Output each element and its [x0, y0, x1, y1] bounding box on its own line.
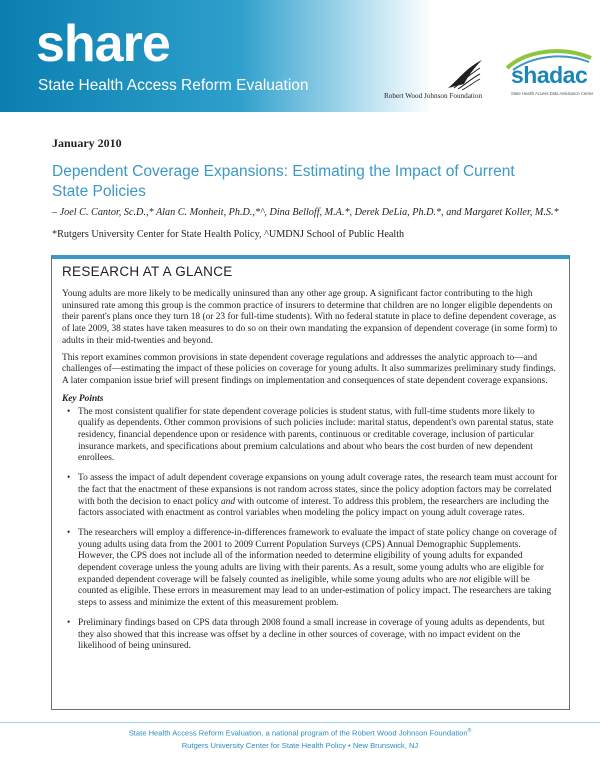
key-point-text: Preliminary findings based on CPS data through 2008 found a small increase in coverage of young adults as dependents, but they also showed that this increase was offset by a decline in other sources of coverage, with no impact evident on the likelihood of being uninsured. [78, 617, 545, 652]
shadac-logo [503, 46, 595, 106]
share-logo: share [36, 15, 170, 73]
footer-program-line [0, 728, 600, 738]
bullet-icon: • [67, 473, 71, 484]
rwjf-bird-icon [444, 58, 484, 92]
footer-program-text: State Health Access Reform Evaluation, a national program of the Robert Wood Johnson Foundation [128, 728, 468, 738]
footer-address-line: Rutgers University Center for State Health Policy • New Brunswick, NJ [181, 741, 419, 750]
key-point-text: with outcome of interest. To address this problem, the researchers are including the factors associated with enactment as control variables when modeling the policy impact on young adult coverage rates. [78, 496, 549, 519]
emphasis-text: not [459, 574, 472, 585]
bullet-icon: • [67, 617, 71, 628]
key-point [62, 473, 558, 520]
research-at-a-glance-box [51, 255, 570, 710]
emphasis-text: in [290, 574, 299, 585]
rwjf-logo [384, 58, 494, 102]
key-point-text: To assess the impact of adult dependent coverage expansions on young adult coverage rates, the research team must account for the fact that the enactment of these expansions is not random across states, since the policy adoption factors may be correlated with both the decision to enact policy [78, 473, 558, 507]
key-point-text: The researchers will employ a difference-in-differences framework to evaluate the impact of state policy change on coverage of young adults using data from the 2001 to 2009 Current Population Surveys (CPS) Annual Demographic Supplements. However, the CPS does not include all of the information needed to determine eligibility of young adults for expanded dependent coverage unless the young adults are living with their parents. As a result, some young adults who are eligible for expanded dependent coverage will be falsely counted as [78, 527, 557, 585]
publication-date: January 2010 [52, 136, 122, 150]
key-point-text: The most consistent qualifier for state dependent coverage policies is student status, with full-time students more likely to qualify as dependents. Other common provisions of such policies include: marital status, dependent's own parental status, state residency, financial dependence upon or residence with parents, continuous or creditable coverage, inclusion of particular insurance markets, and specifications about premium calculations and about who bears the cost burden of new dependent enrollees. [78, 406, 554, 464]
trademark-mark: ® [467, 728, 472, 734]
summary-paragraph-2: This report examines common provisions in state dependent coverage regulations and addresses the analytic approach to—and challenges of—estimating the impact of these policies on coverage for young adults. It also summarizes preliminary study findings. A later companion issue brief will present findings on implementation and consequences of state dependent coverage expansions. [62, 352, 556, 386]
rwjf-name: Robert Wood Johnson Foundation [384, 92, 483, 100]
bullet-icon: • [67, 527, 71, 538]
key-point [62, 407, 558, 466]
report-title: Dependent Coverage Expansions: Estimating the Impact of Current State Policies [52, 163, 515, 200]
shadac-tagline: State Health Access Data Assistance Center [511, 91, 594, 96]
key-point-text: eligible, while some young adults who are [298, 574, 460, 585]
author-list: – Joel C. Cantor, Sc.D.,* Alan C. Monheit, Ph.D.,*^, Dina Belloff, M.A.*, Derek DeLia, Ph.D.*, and Margaret Koller, M.S.* [52, 207, 559, 218]
key-point [62, 618, 558, 653]
bullet-icon: • [67, 406, 71, 417]
brand-subtitle: State Health Access Reform Evaluation [38, 77, 309, 94]
key-points-list [62, 407, 558, 653]
summary-paragraph-1: Young adults are more likely to be medically uninsured than any other age group. A significant factor contributing to the high uninsured rate among this group is the common practice of insurers to determine that children are no longer eligible dependents on their parent's plans once they turn 18 (or 23 for full-time students). With no federal statute in place to define dependent coverage, as of late 2009, 38 states have taken measures to do so on their own mandating the expansion of dependent coverage (in some form) to adults in their mid-twenties and beyond. [62, 289, 558, 346]
emphasis-text: and [220, 496, 235, 507]
footer-divider [0, 722, 600, 723]
key-point [62, 528, 558, 610]
research-heading: RESEARCH AT A GLANCE [62, 264, 233, 279]
affiliations: *Rutgers University Center for State Health Policy, ^UMDNJ School of Public Health [52, 229, 405, 240]
key-point-text: eligible will be counted as eligible. These errors in measurement may lead to an under-estimation of policy impact. The researchers are taking steps to assess and minimize the extent of this measurement problem. [78, 574, 552, 609]
key-points-heading: Key Points [62, 393, 104, 404]
header-banner [0, 0, 600, 112]
shadac-wordmark: shadac [511, 62, 588, 88]
